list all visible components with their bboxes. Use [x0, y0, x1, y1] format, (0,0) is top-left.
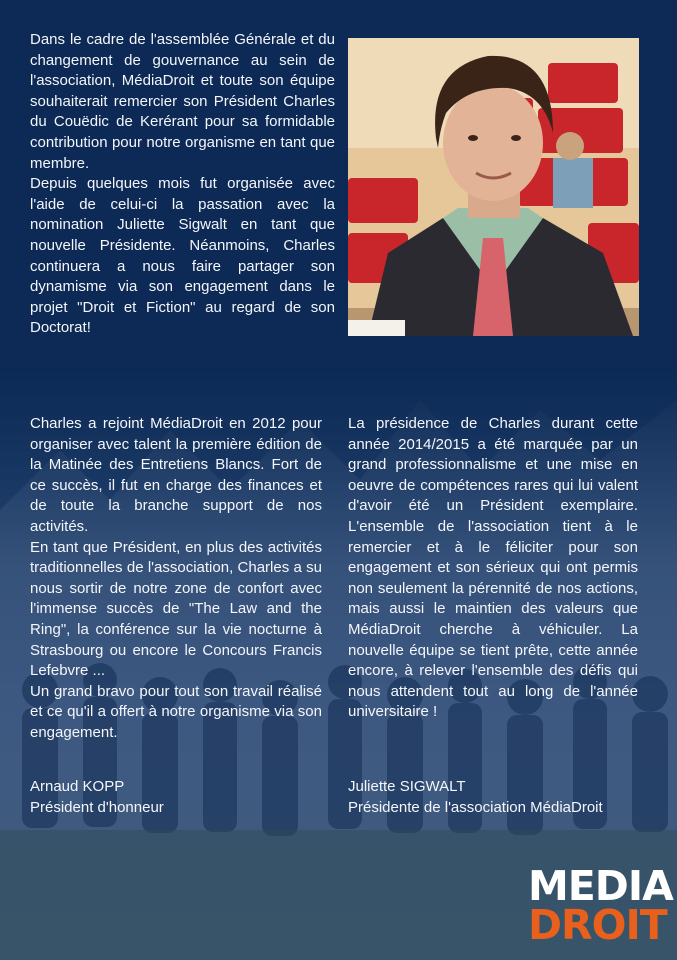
logo-line-droit: DROIT	[528, 901, 667, 949]
logo-line-media: MEDIA	[528, 862, 673, 910]
mediadroit-logo	[528, 862, 673, 949]
signature-right	[348, 776, 603, 818]
signature-right-title: Présidente de l'association MédiaDroit	[348, 799, 603, 816]
signature-left-title: Président d'honneur	[30, 799, 164, 816]
left-paragraph-2: En tant que Président, en plus des activités traditionnelles de l'association, Charles a su nous sortir de notre zone de confort avec l'immense succès de "The Law and the Ring", la conférence sur la vie nocturne à Strasbourg ou encore le Concours Francis Lefebvre ...	[30, 538, 322, 680]
portrait-photo	[348, 38, 639, 336]
intro-text	[30, 30, 335, 339]
right-column-text	[348, 414, 638, 723]
left-paragraph-1: Charles a rejoint MédiaDroit en 2012 pour organiser avec talent la première édition de la Matinée des Entretiens Blancs. Fort de ce succès, il fut en charge des finances et de toute la branche support de nos activités.	[30, 415, 322, 535]
signature-left-name: Arnaud KOPP	[30, 778, 125, 795]
intro-paragraph-1: Dans le cadre de l'assemblée Générale et du changement de gouvernance au sein de l'association, MédiaDroit et toute son équipe souhaiterait remercier son Président Charles du Couëdic de Kerérant pour sa formidable contribution pour notre organisme en tant que membre.	[30, 31, 335, 172]
signature-right-name: Juliette SIGWALT	[348, 778, 466, 795]
left-column-text	[30, 414, 322, 744]
left-paragraph-3: Un grand bravo pour tout son travail réalisé et ce qu'il a offert à notre organisme via son engagement.	[30, 682, 322, 741]
intro-paragraph-2: Depuis quelques mois fut organisée avec l'aide de celui-ci la passation avec la nomination Juliette Sigwalt en tant que nouvelle Présidente. Néanmoins, Charles continuera a nous faire partager son dynamisme via son engagement dans le projet "Droit et Fiction" au regard de son Doctorat!	[30, 175, 335, 337]
right-paragraph-1: La présidence de Charles durant cette année 2014/2015 a été marquée par un grand professionnalisme et une mise en oeuvre de compétences rares qui lui valent d'avoir été un Président exemplaire. L'ensemble de l'association tient à le remercier et à le féliciter pour son engagement et son sérieux qui ont permis non seulement la pérennité de nos actions, mais aussi le maintien des valeurs que MédiaDroit cherche à véhiculer. La nouvelle équipe se tient prête, cette année encore, à relever l'ensemble des défis qui nous attendent tout au long de l'année universitaire !	[348, 415, 638, 721]
signature-left	[30, 776, 164, 818]
